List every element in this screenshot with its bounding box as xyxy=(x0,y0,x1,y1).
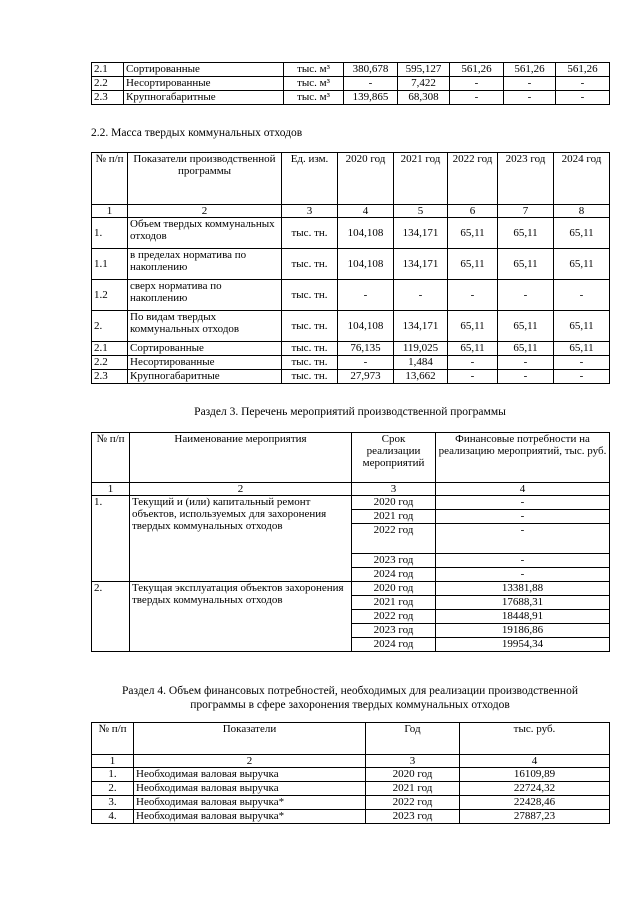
table-cell: 68,308 xyxy=(398,91,450,105)
index-cell: 4 xyxy=(338,205,394,218)
table-row xyxy=(92,782,610,796)
section-2-2-title: 2.2. Масса твердых коммунальных отходов xyxy=(91,127,303,139)
table-cell: 7,422 xyxy=(398,77,450,91)
table-cell: 104,108 xyxy=(338,311,394,342)
measure-period: 2022 год xyxy=(352,610,436,624)
col-header: Финансовые потребности на реализацию мероприятий, тыс. руб. xyxy=(436,433,610,483)
measures-table xyxy=(91,432,610,652)
table-row xyxy=(92,91,610,105)
table-cell: 139,865 xyxy=(344,91,398,105)
col-header: 2024 год xyxy=(554,153,610,205)
table-cell: 65,11 xyxy=(498,311,554,342)
index-cell: 1 xyxy=(92,483,130,496)
measure-amount: - xyxy=(436,496,610,510)
measure-amount: 19954,34 xyxy=(436,638,610,652)
table-cell: - xyxy=(556,91,610,105)
measure-period: 2020 год xyxy=(352,582,436,596)
index-cell: 5 xyxy=(394,205,448,218)
table-cell: 65,11 xyxy=(498,342,554,356)
index-cell: 2 xyxy=(130,483,352,496)
measure-amount: 13381,88 xyxy=(436,582,610,596)
index-cell: 3 xyxy=(352,483,436,496)
table-cell: 134,171 xyxy=(394,311,448,342)
table-cell: - xyxy=(394,280,448,311)
table-row xyxy=(92,342,610,356)
table-cell: По видам твердых коммунальных отходов xyxy=(128,311,282,342)
col-header: Показатели производственной программы xyxy=(128,153,282,205)
table-cell: - xyxy=(448,370,498,384)
section-4-title-line2: программы в сфере захоронения твердых коммунальных отходов xyxy=(190,699,510,711)
table-cell: Несортированные xyxy=(124,77,284,91)
table-cell: 2.1 xyxy=(92,342,128,356)
table-cell: - xyxy=(556,77,610,91)
table-cell: 2023 год xyxy=(366,810,460,824)
section-3-title: Раздел 3. Перечень мероприятий производственной программы xyxy=(194,406,506,418)
table-cell: 2. xyxy=(92,782,134,796)
table-row xyxy=(92,249,610,280)
measure-number: 1. xyxy=(92,496,130,582)
table-row xyxy=(92,356,610,370)
table-cell: 65,11 xyxy=(448,249,498,280)
table-cell: - xyxy=(504,91,556,105)
measure-name: Текущий и (или) капитальный ремонт объектов, используемых для захоронения твердых коммунальных отходов xyxy=(130,496,352,582)
measure-amount: - xyxy=(436,510,610,524)
table-cell: тыс. тн. xyxy=(282,280,338,311)
index-cell: 4 xyxy=(436,483,610,496)
col-header: 2022 год xyxy=(448,153,498,205)
measure-period: 2023 год xyxy=(352,554,436,568)
index-row xyxy=(92,483,610,496)
index-cell: 6 xyxy=(448,205,498,218)
table-cell: 76,135 xyxy=(338,342,394,356)
table-cell: 27,973 xyxy=(338,370,394,384)
table-cell: тыс. тн. xyxy=(282,370,338,384)
table-cell: Объем твердых коммунальных отходов xyxy=(128,218,282,249)
table-cell: тыс. тн. xyxy=(282,311,338,342)
index-cell: 4 xyxy=(460,755,610,768)
index-cell: 1 xyxy=(92,205,128,218)
table-cell: тыс. м³ xyxy=(284,63,344,77)
table-cell: 2021 год xyxy=(366,782,460,796)
section-4-title-line1: Раздел 4. Объем финансовых потребностей, необходимых для реализации производственной xyxy=(122,685,578,697)
table-cell: 134,171 xyxy=(394,249,448,280)
table-row xyxy=(92,280,610,311)
index-cell: 1 xyxy=(92,755,134,768)
table-cell: Несортированные xyxy=(128,356,282,370)
table-cell: - xyxy=(554,280,610,311)
measure-amount: 17688,31 xyxy=(436,596,610,610)
top-volume-table xyxy=(91,62,610,105)
table-cell: тыс. м³ xyxy=(284,91,344,105)
measure-amount: - xyxy=(436,524,610,554)
table-cell: Сортированные xyxy=(124,63,284,77)
table-cell: 1.1 xyxy=(92,249,128,280)
finance-table xyxy=(91,722,610,824)
table-row xyxy=(92,810,610,824)
col-header: 2020 год xyxy=(338,153,394,205)
col-header: тыс. руб. xyxy=(460,723,610,755)
table-cell: - xyxy=(498,356,554,370)
table-row xyxy=(92,218,610,249)
index-cell: 8 xyxy=(554,205,610,218)
table-cell: 1.2 xyxy=(92,280,128,311)
table-cell: 65,11 xyxy=(554,342,610,356)
table-cell: 2020 год xyxy=(366,768,460,782)
table-cell: Необходимая валовая выручка* xyxy=(134,796,366,810)
table-cell: сверх норматива по накоплению xyxy=(128,280,282,311)
table-cell: - xyxy=(448,356,498,370)
table-cell: 2022 год xyxy=(366,796,460,810)
index-cell: 7 xyxy=(498,205,554,218)
table-cell: Необходимая валовая выручка xyxy=(134,782,366,796)
table-cell: 561,26 xyxy=(504,63,556,77)
measure-amount: - xyxy=(436,568,610,582)
table-row xyxy=(92,77,610,91)
table-cell: 1,484 xyxy=(394,356,448,370)
table-cell: 16109,89 xyxy=(460,768,610,782)
table-cell: 65,11 xyxy=(498,218,554,249)
table-cell: 1. xyxy=(92,218,128,249)
table-cell: - xyxy=(338,280,394,311)
table-row xyxy=(92,768,610,782)
table-cell: 104,108 xyxy=(338,249,394,280)
measure-period: 2022 год xyxy=(352,524,436,554)
table-cell: 561,26 xyxy=(450,63,504,77)
table-cell: 22724,32 xyxy=(460,782,610,796)
table-cell: тыс. м³ xyxy=(284,77,344,91)
table-cell: 561,26 xyxy=(556,63,610,77)
col-header: 2023 год xyxy=(498,153,554,205)
table-cell: 65,11 xyxy=(554,218,610,249)
measure-period: 2023 год xyxy=(352,624,436,638)
index-cell: 2 xyxy=(128,205,282,218)
table-cell: 2.1 xyxy=(92,63,124,77)
table-row xyxy=(92,796,610,810)
table-cell: 4. xyxy=(92,810,134,824)
table-cell: 65,11 xyxy=(554,249,610,280)
table-cell: - xyxy=(450,91,504,105)
table-cell: - xyxy=(498,280,554,311)
col-header: № п/п xyxy=(92,433,130,483)
table-cell: тыс. тн. xyxy=(282,249,338,280)
table-cell: 27887,23 xyxy=(460,810,610,824)
table-cell: - xyxy=(498,370,554,384)
measure-name: Текущая эксплуатация объектов захоронения твердых коммунальных отходов xyxy=(130,582,352,652)
table-cell: Крупногабаритные xyxy=(124,91,284,105)
table-row xyxy=(92,311,610,342)
measure-amount: 18448,91 xyxy=(436,610,610,624)
table-cell: - xyxy=(504,77,556,91)
index-cell: 3 xyxy=(282,205,338,218)
table-row xyxy=(92,63,610,77)
table-cell: 595,127 xyxy=(398,63,450,77)
col-header: Показатели xyxy=(134,723,366,755)
measure-period: 2024 год xyxy=(352,568,436,582)
table-cell: 2.3 xyxy=(92,370,128,384)
table-cell: Сортированные xyxy=(128,342,282,356)
table-cell: тыс. тн. xyxy=(282,356,338,370)
index-row xyxy=(92,755,610,768)
index-cell: 3 xyxy=(366,755,460,768)
table-row xyxy=(92,582,610,596)
measure-period: 2024 год xyxy=(352,638,436,652)
table-cell: 65,11 xyxy=(448,311,498,342)
table-cell: Крупногабаритные xyxy=(128,370,282,384)
col-header: Год xyxy=(366,723,460,755)
col-header: 2021 год xyxy=(394,153,448,205)
table-cell: 2.3 xyxy=(92,91,124,105)
table-cell: 104,108 xyxy=(338,218,394,249)
table-cell: - xyxy=(450,77,504,91)
section-4-title xyxy=(80,684,620,712)
table-cell: 65,11 xyxy=(498,249,554,280)
table-cell: 65,11 xyxy=(448,218,498,249)
table-cell: 65,11 xyxy=(554,311,610,342)
table-cell: 2.2 xyxy=(92,356,128,370)
measure-period: 2020 год xyxy=(352,496,436,510)
table-cell: - xyxy=(448,280,498,311)
measure-number: 2. xyxy=(92,582,130,652)
table-cell: - xyxy=(344,77,398,91)
table-cell: 22428,46 xyxy=(460,796,610,810)
index-row xyxy=(92,205,610,218)
table-cell: 3. xyxy=(92,796,134,810)
table-cell: Необходимая валовая выручка* xyxy=(134,810,366,824)
table-cell: - xyxy=(554,370,610,384)
table-cell: Необходимая валовая выручка xyxy=(134,768,366,782)
table-cell: 380,678 xyxy=(344,63,398,77)
col-header: № п/п xyxy=(92,153,128,205)
table-cell: - xyxy=(554,356,610,370)
table-cell: 119,025 xyxy=(394,342,448,356)
table-cell: 65,11 xyxy=(448,342,498,356)
table-cell: в пределах норматива по накоплению xyxy=(128,249,282,280)
measure-period: 2021 год xyxy=(352,510,436,524)
col-header: № п/п xyxy=(92,723,134,755)
measure-amount: - xyxy=(436,554,610,568)
table-cell: 1. xyxy=(92,768,134,782)
table-cell: тыс. тн. xyxy=(282,218,338,249)
table-cell: - xyxy=(338,356,394,370)
table-row xyxy=(92,370,610,384)
col-header: Срок реализации мероприятий xyxy=(352,433,436,483)
col-header: Ед. изм. xyxy=(282,153,338,205)
measure-period: 2021 год xyxy=(352,596,436,610)
table-cell: 13,662 xyxy=(394,370,448,384)
table-cell: 134,171 xyxy=(394,218,448,249)
mass-table xyxy=(91,152,610,384)
table-cell: 2.2 xyxy=(92,77,124,91)
col-header: Наименование мероприятия xyxy=(130,433,352,483)
table-row xyxy=(92,496,610,510)
table-cell: тыс. тн. xyxy=(282,342,338,356)
measure-amount: 19186,86 xyxy=(436,624,610,638)
index-cell: 2 xyxy=(134,755,366,768)
table-cell: 2. xyxy=(92,311,128,342)
